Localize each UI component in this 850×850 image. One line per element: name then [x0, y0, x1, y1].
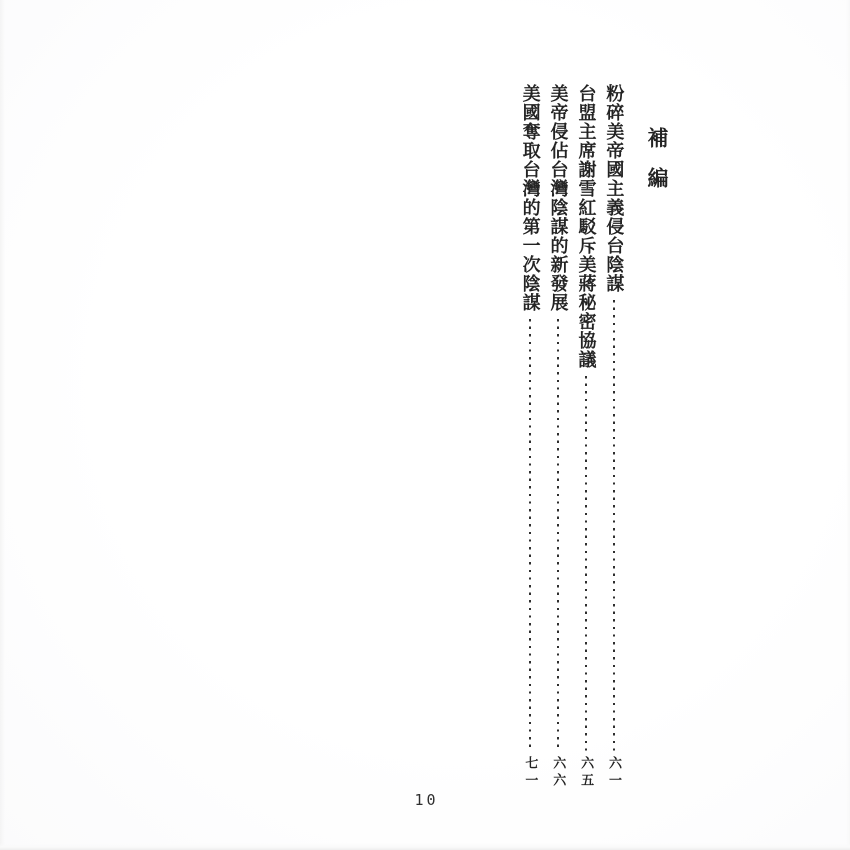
toc-entry-page-number: 六五	[579, 756, 595, 790]
dotted-leader	[521, 319, 540, 752]
toc-entry	[521, 84, 540, 790]
toc-entry-page-number: 七一	[523, 756, 539, 790]
toc-entry	[549, 84, 568, 790]
dotted-leader	[549, 319, 568, 752]
toc-entry-title: 粉碎美帝國主義侵台陰謀	[604, 84, 625, 293]
table-of-contents	[512, 84, 668, 790]
toc-entry-page-number: 六一	[607, 756, 623, 790]
dotted-leader	[577, 376, 596, 752]
toc-entry	[604, 84, 623, 790]
toc-entry-title: 台盟主席謝雪紅駁斥美蔣秘密協議	[576, 84, 597, 369]
toc-entry-page-number: 六六	[551, 756, 567, 790]
toc-entry	[577, 84, 596, 790]
dotted-leader	[604, 300, 623, 752]
toc-entry-title: 美國奪取台灣的第一次陰謀	[520, 84, 541, 312]
folio-page-number: 10	[414, 791, 439, 809]
toc-entry-title: 美帝侵佔台灣陰謀的新發展	[548, 84, 569, 312]
section-heading: 補編	[645, 127, 669, 207]
